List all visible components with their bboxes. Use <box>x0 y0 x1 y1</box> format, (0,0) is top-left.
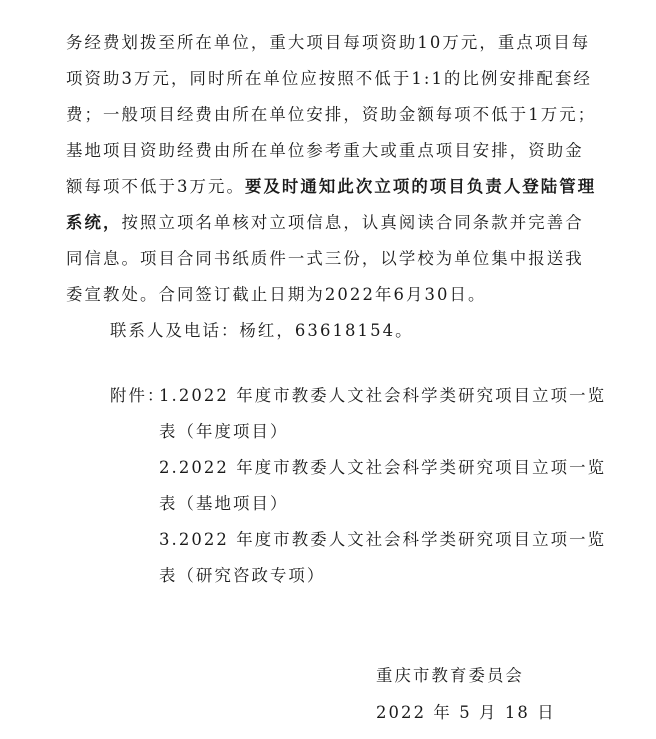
paragraph-line-6 <box>66 213 584 233</box>
paragraph-line-3: 费；一般项目经费由所在单位安排，资助金额每项不低于1万元； <box>66 105 597 124</box>
paragraph-line-1: 务经费划拨至所在单位，重大项目每项资助10万元，重点项目每 <box>66 33 591 52</box>
paragraph-line-6-normal: 按照立项名单核对立项信息，认真阅读合同条款并完善合 <box>121 213 584 232</box>
paragraph-line-5 <box>66 177 596 197</box>
paragraph-line-7: 同信息。项目合同书纸质件一式三份，以学校为单位集中报送我 <box>66 249 584 268</box>
signature-date: 2022 年 5 月 18 日 <box>376 703 556 722</box>
paragraph-line-5-bold: 要及时通知此次立项的项目负责人登陆管理 <box>244 177 597 196</box>
paragraph-line-6-bold: 系统， <box>66 213 122 232</box>
attachment-1-line-1: 1.2022 年度市教委人文社会科学类研究项目立项一览 <box>159 386 607 405</box>
paragraph-line-5-normal: 额每项不低于3万元。 <box>66 177 245 196</box>
attachment-3-line-1: 3.2022 年度市教委人文社会科学类研究项目立项一览 <box>159 530 607 549</box>
attachment-3-line-2: 表（研究咨政专项） <box>159 566 326 585</box>
paragraph-line-2: 项资助3万元，同时所在单位应按照不低于1:1的比例安排配套经 <box>66 69 592 88</box>
attachment-2-line-1: 2.2022 年度市教委人文社会科学类研究项目立项一览 <box>159 458 607 477</box>
signature-organization: 重庆市教育委员会 <box>376 666 524 685</box>
attachment-1-line-2: 表（年度项目） <box>159 422 289 441</box>
paragraph-line-4: 基地项目资助经费由所在单位参考重大或重点项目安排，资助金 <box>66 141 584 160</box>
paragraph-line-8: 委宣教处。合同签订截止日期为2022年6月30日。 <box>66 285 487 304</box>
attachments-label: 附件： <box>110 386 166 405</box>
attachment-2-line-2: 表（基地项目） <box>159 494 289 513</box>
contact-line: 联系人及电话：杨红，63618154。 <box>110 321 414 340</box>
